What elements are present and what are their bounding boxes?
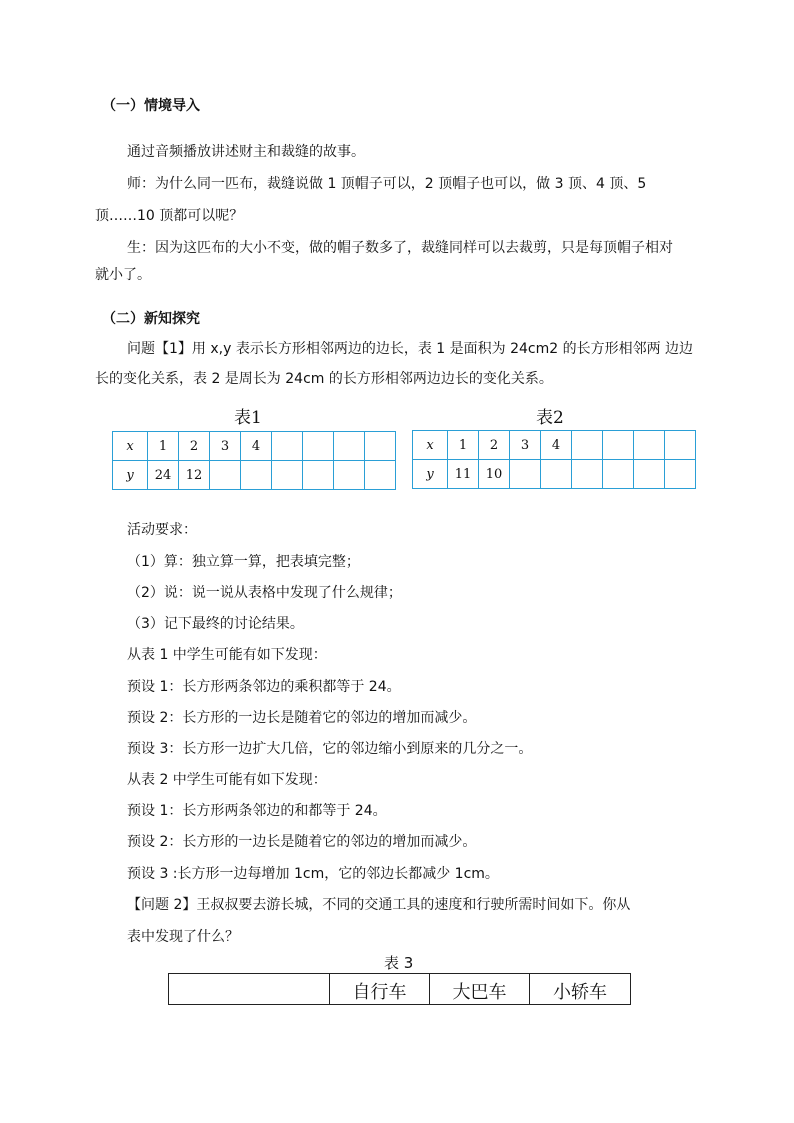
table-cell xyxy=(272,461,303,490)
list-item: 预设 2：长方形的一边长是随着它的邻边的增加而减少。 xyxy=(127,834,477,850)
table-cell xyxy=(603,431,634,460)
table-row xyxy=(113,432,396,461)
table-cell xyxy=(241,461,272,490)
table-row xyxy=(169,974,631,1005)
table-cell: 1 xyxy=(448,431,479,460)
table-cell xyxy=(634,460,665,489)
table-cell: 2 xyxy=(479,431,510,460)
table-cell: 2 xyxy=(179,432,210,461)
list-item: 预设 3：长方形一边扩大几倍，它的邻边缩小到原来的几分之一。 xyxy=(127,741,533,757)
table-cell xyxy=(572,431,603,460)
table2-caption: 表2 xyxy=(536,408,564,428)
paragraph: 师：为什么同一匹布，裁缝说做 1 顶帽子可以，2 顶帽子也可以，做 3 顶、4 顶、5 xyxy=(127,176,647,192)
table-cell xyxy=(365,432,396,461)
table-cell: 24 xyxy=(148,461,179,490)
list-item: （1）算：独立算一算，把表填完整； xyxy=(127,554,360,570)
table3-caption: 表 3 xyxy=(384,954,414,972)
list-item: 预设 3 :长方形一边每增加 1cm，它的邻边长都减少 1cm。 xyxy=(127,866,499,882)
table-cell xyxy=(572,460,603,489)
table-cell: 11 xyxy=(448,460,479,489)
table-cell: 3 xyxy=(210,432,241,461)
table-cell xyxy=(334,461,365,490)
table-cell xyxy=(634,431,665,460)
table-cell xyxy=(303,432,334,461)
findings2-intro: 从表 2 中学生可能有如下发现： xyxy=(127,772,327,788)
table-cell xyxy=(272,432,303,461)
list-item: 预设 2：长方形的一边长是随着它的邻边的增加而减少。 xyxy=(127,710,477,726)
table3 xyxy=(168,973,631,1005)
table-cell xyxy=(510,460,541,489)
table-row xyxy=(413,460,696,489)
table-header-cell: 小轿车 xyxy=(530,974,631,1005)
list-item: 预设 1：长方形两条邻边的乘积都等于 24。 xyxy=(127,679,401,695)
table-header-cell: 大巴车 xyxy=(430,974,530,1005)
table-row xyxy=(113,461,396,490)
table-cell: x xyxy=(113,432,148,461)
activity-title: 活动要求： xyxy=(127,522,197,538)
paragraph: 顶……10 顶都可以呢？ xyxy=(95,208,244,224)
table-cell: 12 xyxy=(179,461,210,490)
paragraph: 就小了。 xyxy=(95,267,151,283)
table-cell xyxy=(665,431,696,460)
table1-caption: 表1 xyxy=(234,408,262,428)
table-cell: 4 xyxy=(241,432,272,461)
paragraph: 问题【1】用 x,y 表示长方形相邻两边的边长，表 1 是面积为 24cm2 的长方形相邻两 边边 xyxy=(127,341,694,357)
question2: 表中发现了什么？ xyxy=(127,929,239,945)
table-cell: 3 xyxy=(510,431,541,460)
table-cell: y xyxy=(413,460,448,489)
table-cell xyxy=(541,460,572,489)
table-cell: 10 xyxy=(479,460,510,489)
table1 xyxy=(112,431,396,490)
table-cell: 1 xyxy=(148,432,179,461)
table-cell: 4 xyxy=(541,431,572,460)
table-cell: x xyxy=(413,431,448,460)
table-cell xyxy=(169,974,330,1005)
list-item: （3）记下最终的讨论结果。 xyxy=(127,616,304,632)
table-cell: y xyxy=(113,461,148,490)
table-cell xyxy=(365,461,396,490)
paragraph: 长的变化关系，表 2 是周长为 24cm 的长方形相邻两边边长的变化关系。 xyxy=(95,371,553,387)
section1-heading: （一）情境导入 xyxy=(102,98,200,114)
list-item: 预设 1：长方形两条邻边的和都等于 24。 xyxy=(127,803,387,819)
section2-heading: （二）新知探究 xyxy=(102,311,200,327)
table-cell xyxy=(303,461,334,490)
table-cell xyxy=(603,460,634,489)
table-cell xyxy=(334,432,365,461)
list-item: （2）说：说一说从表格中发现了什么规律； xyxy=(127,585,402,601)
table-header-cell: 自行车 xyxy=(330,974,430,1005)
findings1-intro: 从表 1 中学生可能有如下发现： xyxy=(127,647,327,663)
paragraph: 通过音频播放讲述财主和裁缝的故事。 xyxy=(127,144,365,160)
table2 xyxy=(412,430,696,489)
table-cell xyxy=(665,460,696,489)
paragraph: 生：因为这匹布的大小不变，做的帽子数多了，裁缝同样可以去裁剪，只是每顶帽子相对 xyxy=(127,240,673,256)
table-row xyxy=(413,431,696,460)
question2: 【问题 2】王叔叔要去游长城，不同的交通工具的速度和行驶所需时间如下。你从 xyxy=(127,897,631,913)
table-cell xyxy=(210,461,241,490)
